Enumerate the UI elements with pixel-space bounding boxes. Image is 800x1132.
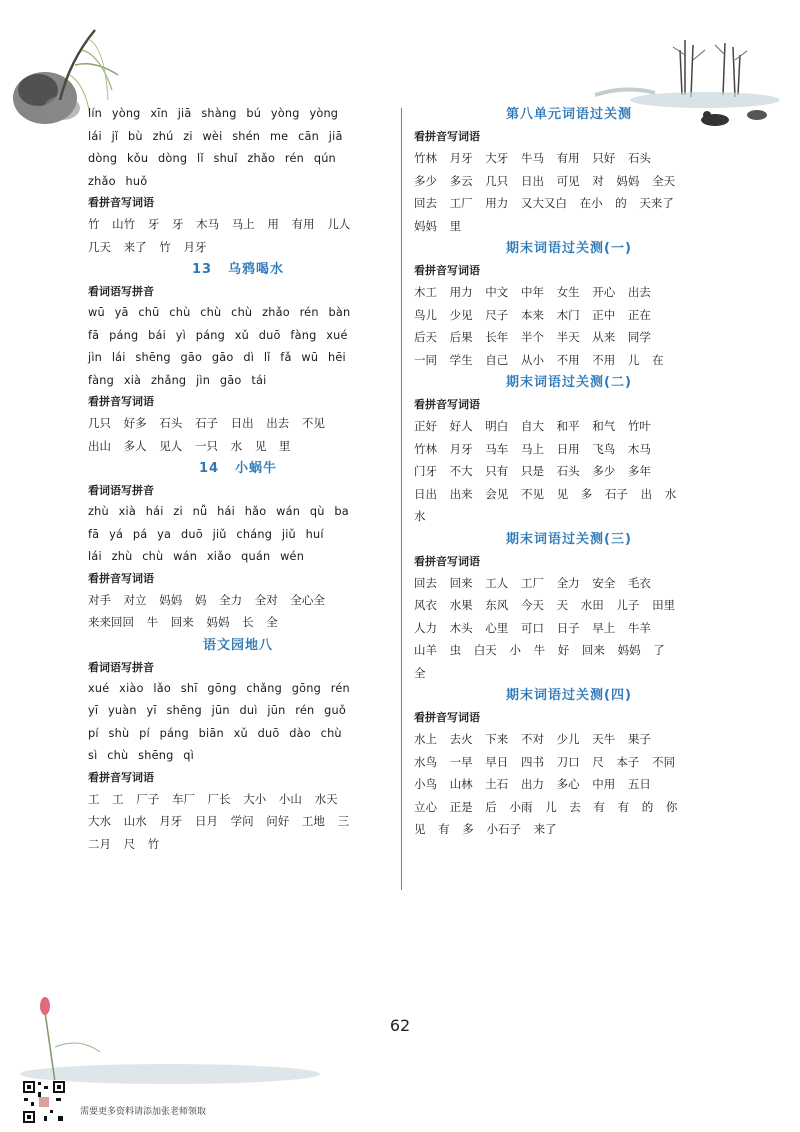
exercise-heading: 看拼音写词语 (88, 395, 154, 408)
word-answer-line: 竹 山竹 牙 牙 木马 马上 用 有用 儿人 (88, 217, 351, 231)
section-title (414, 103, 724, 127)
word-answer-line: 大水 山水 月牙 日月 学问 问好 工地 三 (88, 814, 350, 828)
word-answer-line: 对手 对立 妈妈 妈 全力 全对 全心全 (88, 592, 325, 607)
section-title-text: 语文园地八 (202, 637, 273, 653)
exercise-heading: 看拼音写词语 (88, 196, 154, 209)
exercise-heading: 看拼音写词语 (88, 770, 154, 784)
word-answer-line: 多少 多云 几只 日出 可见 对 妈妈 全天 (414, 173, 676, 188)
exercise-heading: 看词语写拼音 (88, 660, 154, 674)
word-answer-line: 几只 好多 石头 石子 日出 出去 不见 (88, 416, 325, 430)
footer-text: 需要更多资料请添加张老师领取 (80, 1107, 207, 1117)
exercise-heading: 看拼音写词语 (88, 571, 154, 585)
section-title-text: 期末词语过关测(四) (506, 688, 632, 703)
word-answer-line: 人力 木头 心里 可口 日子 早上 牛羊 (414, 620, 651, 635)
word-answer-line: 几天 来了 竹 月牙 (88, 239, 207, 254)
section-title-text: 期末词语过关测(一) (506, 241, 632, 256)
section-title (414, 528, 724, 552)
right-column (414, 103, 724, 841)
exercise-heading: 看拼音写词语 (414, 130, 480, 143)
qr-code-icon (22, 1080, 66, 1124)
pinyin-answer-line: lái jǐ bù zhú zi wèi shén me cān jiā (88, 129, 343, 143)
exercise-heading: 看拼音写词语 (414, 554, 480, 568)
pinyin-answer-line: lái zhù chù wán xiǎo quán wén (88, 550, 305, 563)
exercise-heading: 看拼音写词语 (414, 264, 480, 277)
exercise-heading: 看拼音写词语 (414, 398, 480, 411)
pinyin-answer-line: dòng kǒu dòng lǐ shuǐ zhǎo rén qún (88, 152, 336, 165)
word-answer-line: 立心 正是 后 小雨 儿 去 有 有 的 你 (414, 799, 678, 814)
section-title-text: 小蜗牛 (235, 461, 278, 476)
section-title-text: 期末词语过关测(二) (506, 375, 632, 390)
pinyin-answer-line: fā páng bái yì páng xǔ duō fàng xué (88, 328, 348, 342)
pinyin-answer-line: pí shù pí páng biān xǔ duō dào chù (88, 726, 342, 740)
word-answer-line: 鸟儿 少见 尺子 本来 木门 正中 正在 (414, 307, 651, 322)
section-title-text: 期末词语过关测(三) (506, 531, 632, 547)
section-title (88, 634, 388, 658)
exercise-heading: 看拼音写词语 (414, 711, 480, 724)
word-answer-line: 全 (414, 665, 426, 680)
word-answer-line: 山羊 虫 白天 小 牛 好 回来 妈妈 了 (414, 643, 665, 657)
word-answer-line: 出山 多人 见人 一只 水 见 里 (88, 438, 291, 453)
word-answer-line: 水上 去火 下来 不对 少儿 天牛 果子 (414, 732, 651, 746)
pinyin-answer-line: wū yā chū chù chù chù zhǎo rén bàn (88, 306, 351, 319)
word-answer-line: 来来回回 牛 回来 妈妈 长 全 (88, 615, 278, 629)
section-title-text: 第八单元词语过关测 (505, 107, 632, 122)
lotus-flower-illustration (0, 992, 320, 1092)
word-answer-line: 竹林 月牙 马车 马上 日用 飞鸟 木马 (414, 441, 651, 456)
exercise-heading: 看词语写拼音 (88, 484, 154, 497)
section-title-text: 乌鸦喝水 (228, 262, 285, 277)
pinyin-answer-line: xué xiào lǎo shī gōng chǎng gōng rén (88, 681, 350, 695)
pinyin-answer-line: zhǎo huǒ (88, 174, 148, 188)
word-answer-line: 见 有 多 小石子 来了 (414, 822, 557, 836)
left-column (88, 103, 388, 855)
word-answer-line: 小鸟 山林 土石 出力 多心 中用 五日 (414, 777, 651, 791)
pinyin-answer-line: lín yòng xīn jiā shàng bú yòng yòng (88, 107, 339, 120)
word-answer-line: 正好 好人 明白 自大 和平 和气 竹叶 (414, 419, 651, 433)
section-title (88, 258, 388, 282)
pinyin-answer-line: fā yá pá ya duō jiǔ cháng jiǔ huí (88, 527, 324, 541)
pinyin-answer-line: yī yuàn yī shēng jūn duì jūn rén guǒ (88, 704, 346, 717)
word-answer-line: 二月 尺 竹 (88, 836, 160, 851)
lesson-number: 13 (191, 262, 213, 277)
word-answer-line: 后天 后果 长年 半个 半天 从来 同学 (414, 330, 651, 344)
word-answer-line: 水鸟 一早 早日 四书 刀口 尺 本子 不同 (414, 754, 676, 769)
pinyin-answer-line: fàng xià zhǎng jìn gāo tái (88, 373, 267, 387)
word-answer-line: 水 (414, 509, 426, 523)
word-answer-line: 木工 用力 中文 中年 女生 开心 出去 (414, 285, 651, 299)
section-title (414, 371, 724, 395)
section-title (414, 237, 724, 261)
word-answer-line: 回去 工厂 用力 又大又白 在小 的 天来了 (414, 196, 674, 210)
pinyin-answer-line: sì chù shēng qì (88, 749, 194, 762)
exercise-heading: 看词语写拼音 (88, 285, 154, 298)
word-answer-line: 回去 回来 工人 工厂 全力 安全 毛衣 (414, 575, 651, 590)
word-answer-line: 竹林 月牙 大牙 牛马 有用 只好 石头 (414, 151, 651, 165)
word-answer-line: 日出 出来 会见 不见 见 多 石子 出 水 (414, 486, 677, 501)
word-answer-line: 一同 学生 自己 从小 不用 不用 儿 在 (414, 352, 664, 367)
section-title (414, 684, 724, 708)
column-divider (401, 108, 402, 890)
lesson-number: 14 (198, 461, 220, 476)
section-title (88, 457, 388, 481)
word-answer-line: 工 工 厂子 车厂 厂长 大小 小山 水天 (88, 791, 338, 806)
word-answer-line: 门牙 不大 只有 只是 石头 多少 多年 (414, 464, 651, 478)
page-number: 62 (389, 1016, 411, 1035)
pinyin-answer-line: zhù xià hái zi nǚ hái hǎo wán qù ba (88, 505, 349, 518)
pinyin-answer-line: jìn lái shēng gāo gāo dì lǐ fǎ wū hēi (88, 351, 346, 364)
word-answer-line: 风衣 水果 东风 今天 天 水田 儿子 田里 (414, 598, 676, 612)
word-answer-line: 妈妈 里 (414, 218, 462, 233)
